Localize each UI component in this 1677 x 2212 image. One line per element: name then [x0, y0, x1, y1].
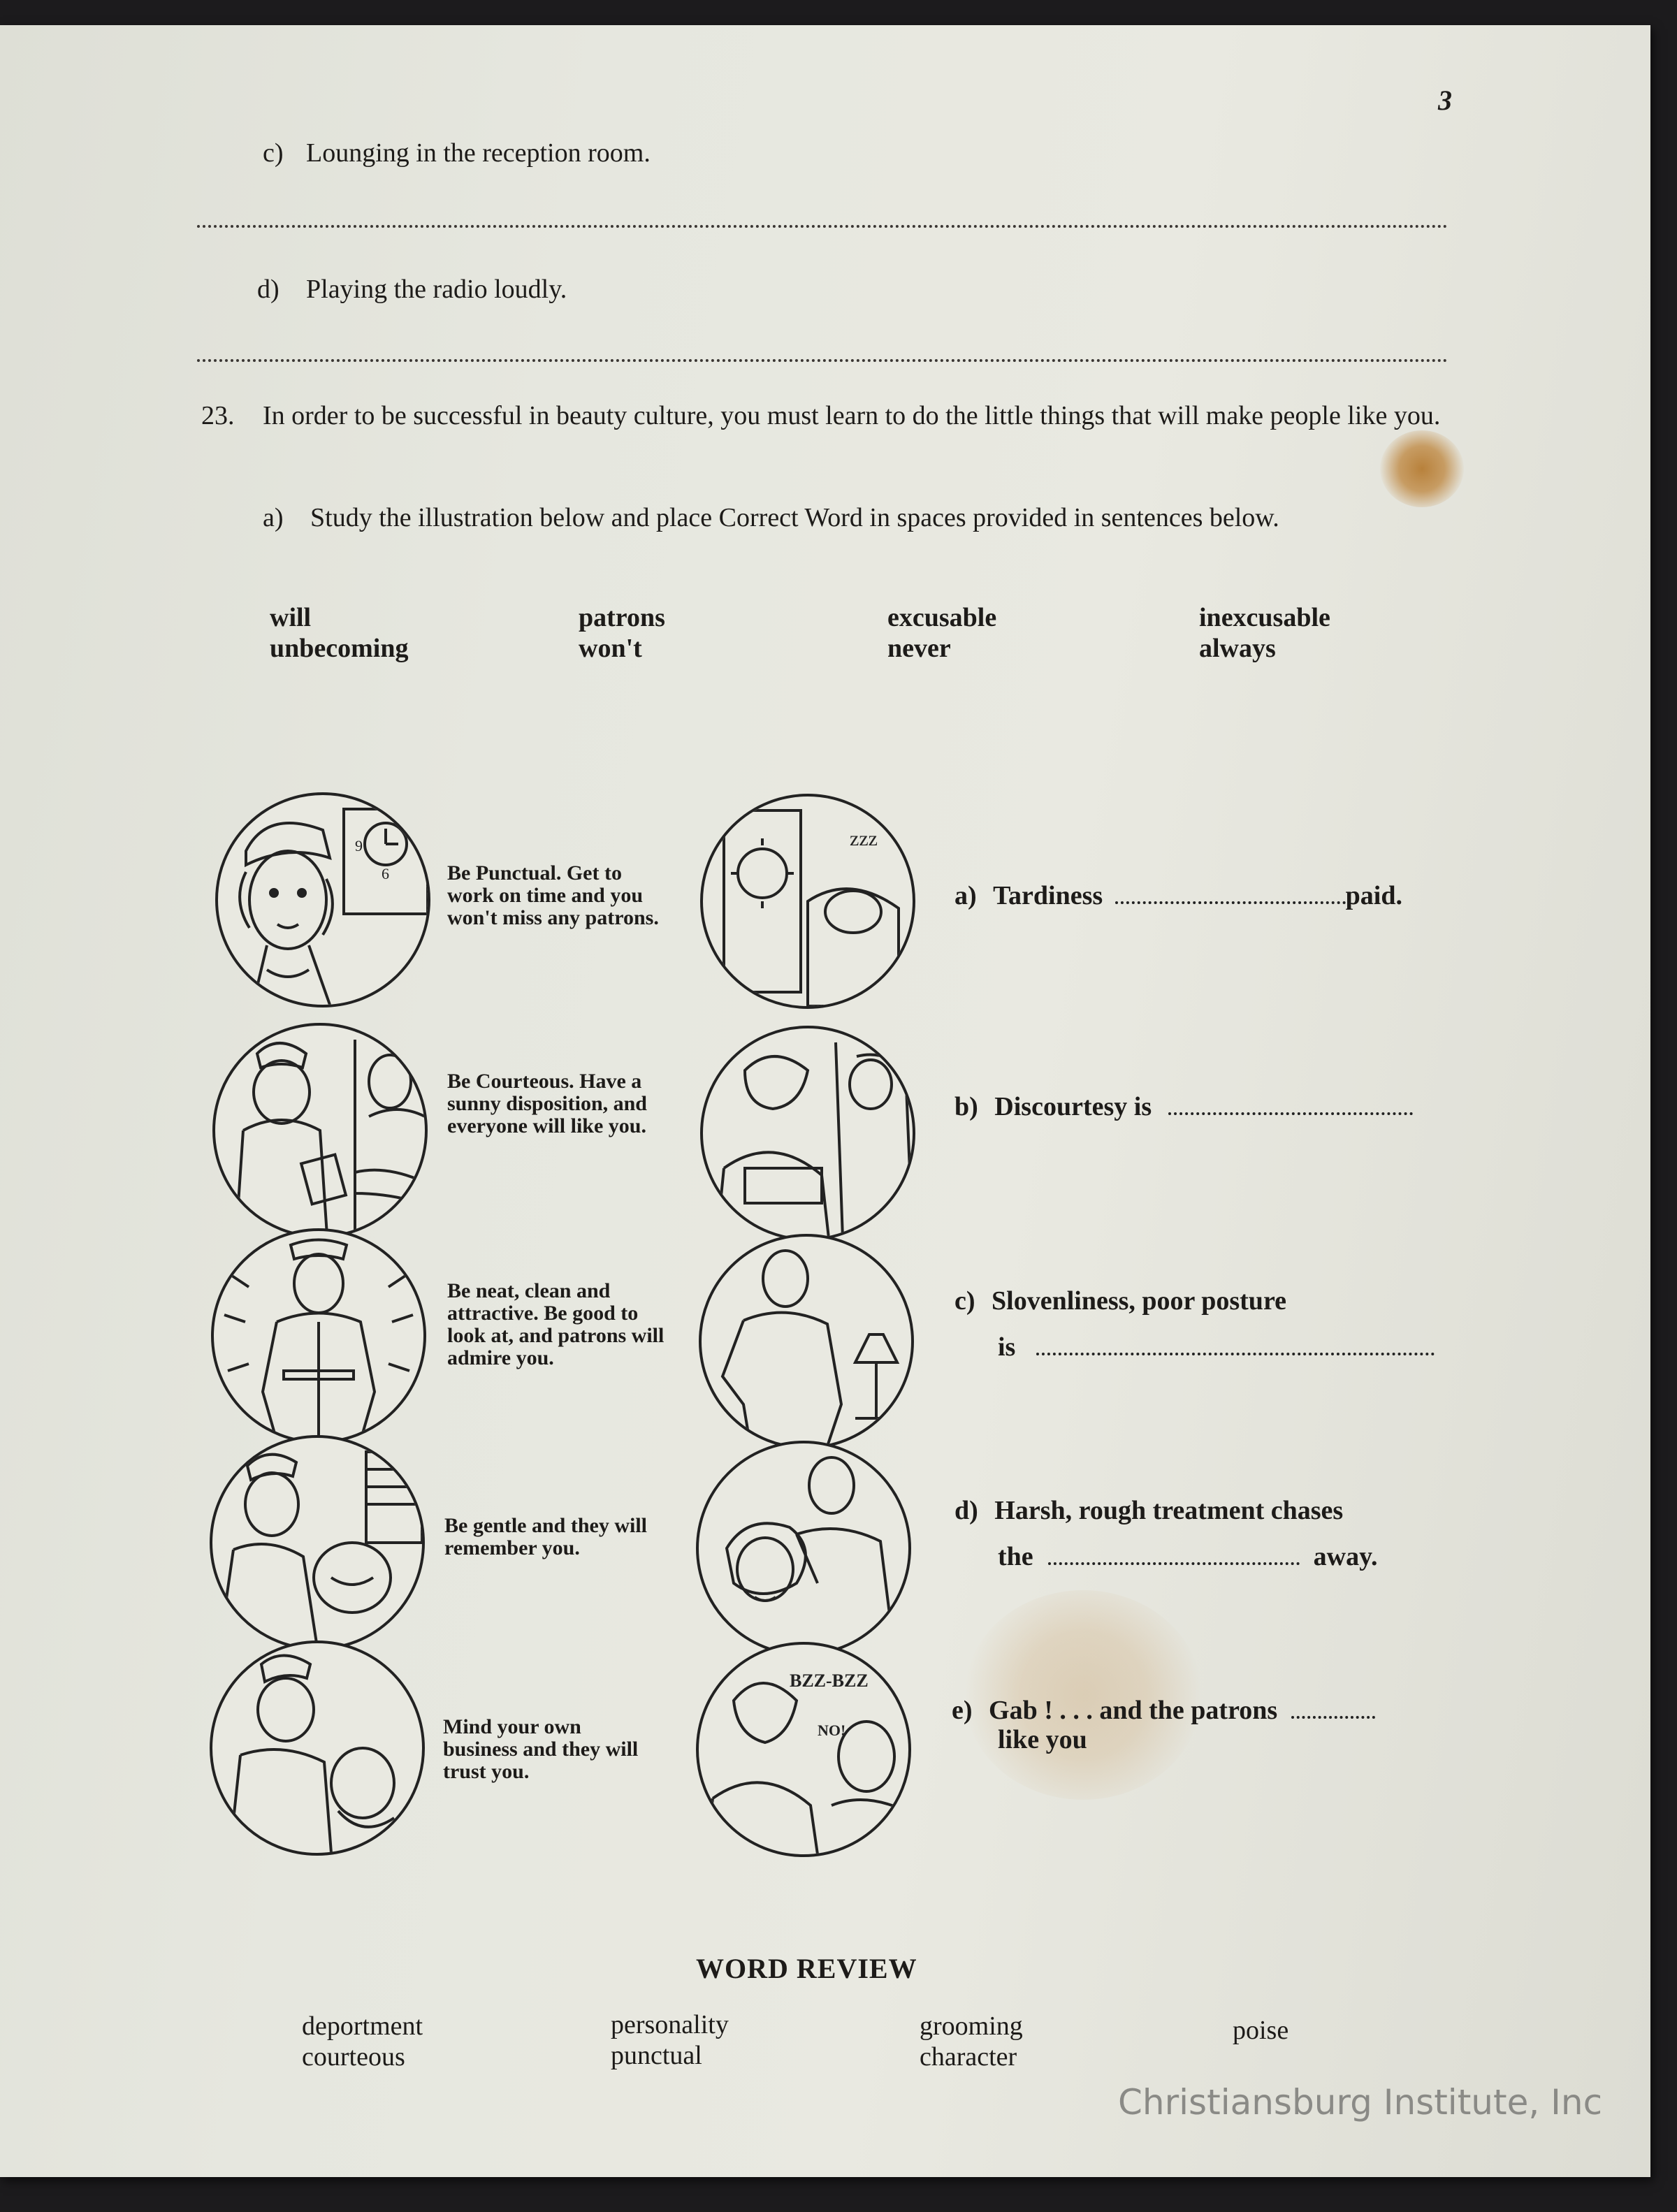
- answer-d-text: Harsh, rough treatment chases: [994, 1496, 1344, 1525]
- caption-punctual: Be Punctual. Get to work on time and you won't miss any patrons.: [447, 861, 659, 929]
- word-bank-item: will: [270, 603, 312, 632]
- svg-text:9: 9: [355, 837, 363, 854]
- answer-d-the: the: [998, 1542, 1033, 1571]
- worksheet-page: [0, 25, 1650, 2177]
- punctual-nurse-clock-icon: [215, 792, 430, 1007]
- slovenly-posture-icon: [699, 1234, 914, 1449]
- watermark: Christiansburg Institute, Inc: [1118, 2082, 1603, 2123]
- paper-stain: [1380, 430, 1464, 507]
- part-a-text: Study the illustration below and place Correct Word in spaces provided in sentences below.: [310, 503, 1279, 532]
- caption-mind-business: Mind your own business and they will trust you.: [443, 1715, 639, 1783]
- question-number: 23.: [201, 401, 235, 430]
- part-a-label: a): [263, 503, 284, 532]
- item-c-text: Lounging in the reception room.: [306, 138, 651, 168]
- word-bank-item: always: [1199, 634, 1276, 663]
- answer-e-text: Gab ! . . . and the patrons: [989, 1696, 1278, 1725]
- answer-d-blank[interactable]: [1048, 1543, 1300, 1565]
- word-review-item: grooming: [920, 2011, 1023, 2041]
- answer-line-c: [197, 225, 1448, 228]
- word-review-item: poise: [1233, 2016, 1289, 2045]
- item-d-label: d): [257, 275, 280, 304]
- answer-a: [954, 880, 1402, 911]
- answer-c-line2: [998, 1332, 1435, 1362]
- gentle-nurse-icon: [210, 1435, 425, 1650]
- discourtesy-icon: [700, 1026, 915, 1241]
- page-number: 3: [1438, 85, 1452, 116]
- answer-d-line2: [998, 1541, 1378, 1572]
- answer-b-label: b): [954, 1092, 978, 1121]
- answer-b-blank[interactable]: [1168, 1093, 1413, 1115]
- answer-a-end: paid.: [1345, 881, 1402, 910]
- answer-a-blank[interactable]: [1115, 882, 1346, 904]
- caption-neat: Be neat, clean and attractive. Be good to look at, and patrons will admire you.: [447, 1279, 665, 1369]
- caption-gentle: Be gentle and they will remember you.: [444, 1514, 647, 1559]
- word-review-item: courteous: [302, 2042, 405, 2072]
- answer-c: [954, 1286, 1286, 1316]
- answer-c-is: is: [998, 1332, 1016, 1362]
- answer-e: [952, 1695, 1375, 1726]
- word-bank-item: never: [887, 634, 951, 663]
- answer-line-d: [197, 359, 1448, 362]
- word-review-item: personality: [611, 2010, 729, 2039]
- rough-treatment-icon: [696, 1441, 911, 1656]
- answer-b: [954, 1091, 1413, 1122]
- answer-d-label: d): [954, 1496, 978, 1525]
- answer-e-label: e): [952, 1696, 973, 1725]
- svg-text:BZZ-BZZ: BZZ-BZZ: [790, 1671, 869, 1691]
- answer-d-away: away.: [1313, 1542, 1378, 1571]
- word-bank-item: unbecoming: [270, 634, 409, 663]
- svg-text:NO!: NO!: [818, 1722, 846, 1739]
- answer-a-text: Tardiness: [993, 881, 1103, 910]
- item-d-text: Playing the radio loudly.: [306, 275, 567, 304]
- answer-c-text: Slovenliness, poor posture: [992, 1286, 1286, 1316]
- svg-text:6: 6: [382, 865, 389, 882]
- word-bank-item: won't: [579, 634, 642, 663]
- word-bank-item: inexcusable: [1199, 603, 1330, 632]
- courteous-nurse-icon: [212, 1023, 428, 1238]
- answer-d: [954, 1495, 1343, 1526]
- answer-c-blank[interactable]: [1036, 1333, 1435, 1355]
- word-review-item: character: [920, 2042, 1017, 2072]
- word-review-item: punctual: [611, 2041, 702, 2070]
- neat-nurse-icon: [211, 1228, 426, 1443]
- question-text: In order to be successful in beauty culture, you must learn to do the little things that will make people like you.: [263, 401, 1441, 430]
- oversleeping-icon: [700, 794, 915, 1009]
- answer-b-text: Discourtesy is: [994, 1092, 1152, 1121]
- answer-e-line2: like you: [998, 1725, 1087, 1754]
- answer-e-blank[interactable]: [1291, 1696, 1375, 1719]
- word-bank-item: patrons: [579, 603, 665, 632]
- word-review-item: deportment: [302, 2011, 423, 2041]
- caption-courteous: Be Courteous. Have a sunny disposition, and everyone will like you.: [447, 1070, 647, 1137]
- mind-business-nurse-icon: [210, 1640, 425, 1856]
- item-c-label: c): [263, 138, 284, 168]
- word-review-title: WORD REVIEW: [696, 1953, 917, 1984]
- answer-c-label: c): [954, 1286, 975, 1316]
- answer-a-label: a): [954, 881, 977, 910]
- gossip-icon: [696, 1642, 911, 1857]
- word-bank-item: excusable: [887, 603, 997, 632]
- svg-text:zzz: zzz: [850, 827, 878, 850]
